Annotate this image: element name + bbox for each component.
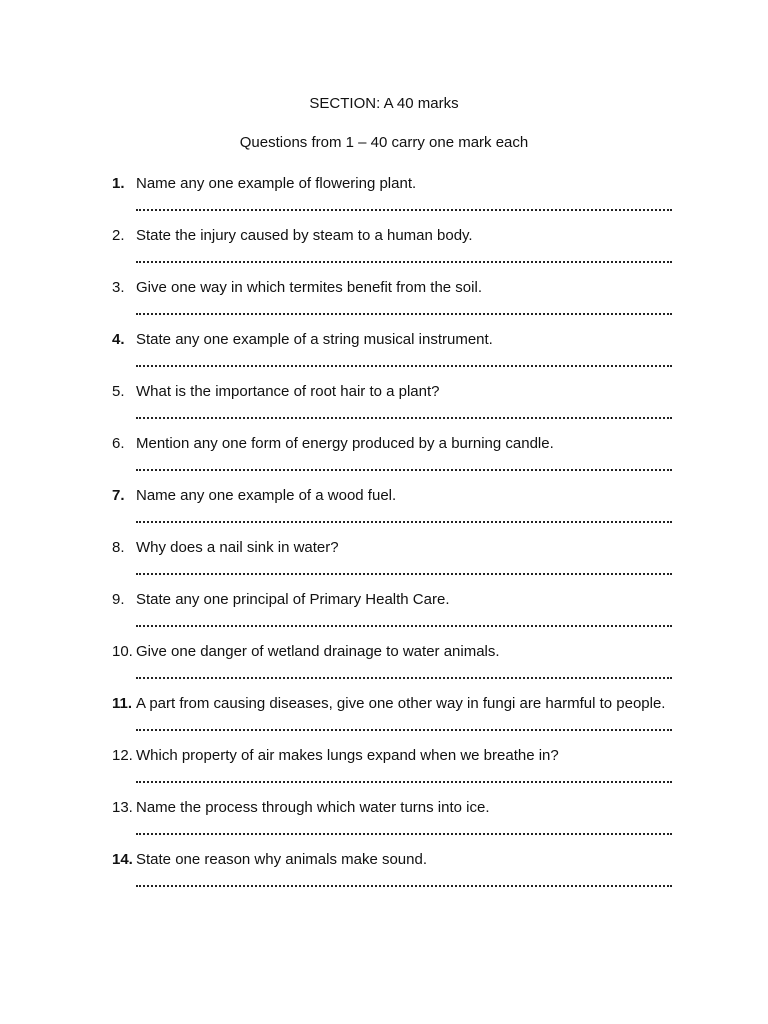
- question-item: [112, 171, 682, 211]
- answer-line[interactable]: [136, 665, 672, 679]
- question-list: [112, 171, 682, 899]
- answer-line[interactable]: [136, 197, 672, 211]
- question-item: [112, 691, 682, 731]
- answer-line[interactable]: [136, 249, 672, 263]
- question-number: 5.: [112, 383, 125, 400]
- answer-line[interactable]: [136, 301, 672, 315]
- answer-line[interactable]: [136, 509, 672, 523]
- question-text: Mention any one form of energy produced by a burning candle.: [136, 435, 554, 452]
- question-number: 6.: [112, 435, 125, 452]
- question-number: 3.: [112, 279, 125, 296]
- question-number: 10.: [112, 643, 133, 660]
- question-text: State the injury caused by steam to a human body.: [136, 227, 473, 244]
- answer-line[interactable]: [136, 613, 672, 627]
- question-item: [112, 795, 682, 835]
- instructions: Questions from 1 – 40 carry one mark each: [239, 134, 529, 151]
- question-text: Name any one example of a wood fuel.: [136, 487, 397, 504]
- question-text: Give one danger of wetland drainage to water animals.: [136, 643, 500, 660]
- question-number: 1.: [112, 175, 125, 192]
- question-number: 2.: [112, 227, 125, 244]
- question-number: 11.: [112, 695, 133, 712]
- answer-line[interactable]: [136, 353, 672, 367]
- question-text: What is the importance of root hair to a plant?: [136, 383, 440, 400]
- question-item: [112, 483, 682, 523]
- question-text: Name any one example of flowering plant.: [136, 175, 417, 192]
- question-item: [112, 847, 682, 887]
- question-item: [112, 431, 682, 471]
- section-title: SECTION: A 40 marks: [309, 95, 459, 112]
- answer-line[interactable]: [136, 561, 672, 575]
- question-item: [112, 639, 682, 679]
- question-text: Give one way in which termites benefit from the soil.: [136, 279, 482, 296]
- question-text: State one reason why animals make sound.: [136, 851, 427, 868]
- question-item: [112, 223, 682, 263]
- question-number: 7.: [112, 487, 125, 504]
- answer-line[interactable]: [136, 873, 672, 887]
- question-text: A part from causing diseases, give one other way in fungi are harmful to people.: [136, 695, 666, 712]
- question-text: State any one example of a string musical instrument.: [136, 331, 493, 348]
- question-number: 14.: [112, 851, 133, 868]
- question-item: [112, 535, 682, 575]
- question-number: 9.: [112, 591, 125, 608]
- answer-line[interactable]: [136, 457, 672, 471]
- question-number: 13.: [112, 799, 133, 816]
- question-number: 4.: [112, 331, 125, 348]
- question-item: [112, 587, 682, 627]
- question-number: 12.: [112, 747, 133, 764]
- question-item: [112, 275, 682, 315]
- answer-line[interactable]: [136, 769, 672, 783]
- question-item: [112, 327, 682, 367]
- question-text: Which property of air makes lungs expand when we breathe in?: [136, 747, 559, 764]
- answer-line[interactable]: [136, 717, 672, 731]
- question-text: Why does a nail sink in water?: [136, 539, 339, 556]
- question-number: 8.: [112, 539, 125, 556]
- question-text: State any one principal of Primary Health Care.: [136, 591, 450, 608]
- question-item: [112, 743, 682, 783]
- answer-line[interactable]: [136, 405, 672, 419]
- question-text: Name the process through which water turns into ice.: [136, 799, 490, 816]
- answer-line[interactable]: [136, 821, 672, 835]
- question-item: [112, 379, 682, 419]
